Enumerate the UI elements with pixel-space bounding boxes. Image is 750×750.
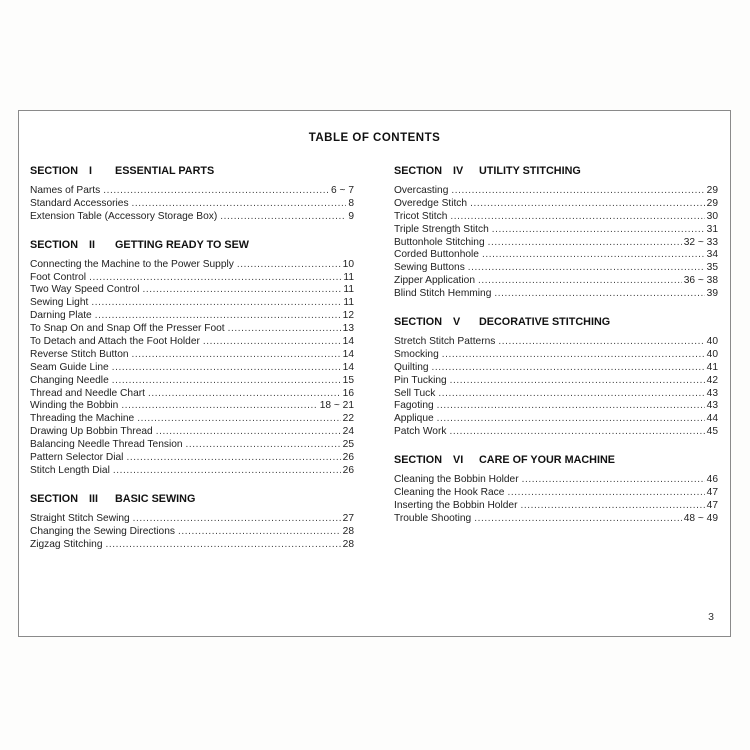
toc-entry-label: Applique <box>394 413 434 425</box>
toc-entry-label: Extension Table (Accessory Storage Box) <box>30 210 218 222</box>
dot-leader <box>186 439 341 450</box>
toc-entry-label: Buttonhole Stitching <box>394 236 485 248</box>
toc-entry <box>30 323 354 336</box>
section-numeral: II <box>89 238 95 251</box>
dot-leader <box>113 465 341 476</box>
toc-entry-label: Pattern Selector Dial <box>30 452 124 464</box>
toc-entry-page: 45 <box>706 426 718 438</box>
toc-entry <box>30 375 354 388</box>
toc-entry-page: 22 <box>342 413 354 425</box>
toc-entry <box>394 413 718 426</box>
toc-entry-label: Reverse Stitch Button <box>30 348 129 360</box>
section-prefix-label: SECTION <box>30 492 78 505</box>
toc-entry-label: Sell Tuck <box>394 387 436 399</box>
toc-entry-page: 40 <box>706 348 718 360</box>
toc-entry-page: 47 <box>706 499 718 511</box>
toc-entry-label: Thread and Needle Chart <box>30 387 145 399</box>
toc-entry-label: Stretch Stitch Patterns <box>394 336 496 348</box>
section-numeral: I <box>89 165 92 177</box>
toc-entry-label: Names of Parts <box>30 185 101 196</box>
toc-entry-page: 31 <box>706 223 718 235</box>
section-numeral: IV <box>453 165 464 177</box>
toc-entry-page: 30 <box>706 210 718 222</box>
toc-entry <box>394 224 718 237</box>
toc-entry <box>394 375 718 388</box>
toc-entry <box>30 465 354 478</box>
toc-section <box>30 239 354 478</box>
toc-column <box>30 165 354 566</box>
dot-leader <box>474 513 682 524</box>
toc-entry-page: 36 ~ 38 <box>683 275 718 287</box>
toc-entry-page: 27 <box>342 512 354 524</box>
dot-leader <box>142 284 341 295</box>
toc-entry <box>394 198 718 211</box>
toc-entry-label: Sewing Light <box>30 297 89 309</box>
dot-leader <box>203 336 341 347</box>
toc-entry-label: Overcasting <box>394 185 449 196</box>
toc-entry <box>394 185 718 198</box>
section-title: ESSENTIAL PARTS <box>115 165 215 177</box>
toc-entry-label: Standard Accessories <box>30 197 129 209</box>
toc-entry <box>394 426 718 439</box>
dot-leader <box>438 388 704 399</box>
toc-entry-page: 35 <box>706 262 718 274</box>
toc-entry <box>394 249 718 262</box>
section-heading <box>394 316 718 328</box>
toc-entry-label: Changing the Sewing Directions <box>30 525 175 537</box>
toc-entry-page: 24 <box>342 426 354 438</box>
dot-leader <box>133 513 341 524</box>
dot-leader <box>451 185 704 196</box>
toc-entry <box>30 185 354 198</box>
toc-entry <box>394 288 718 301</box>
section-heading <box>30 239 354 251</box>
toc-entry-page: 48 ~ 49 <box>683 512 718 524</box>
dot-leader <box>478 275 682 286</box>
toc-entry <box>30 336 354 349</box>
dot-leader <box>449 426 704 437</box>
toc-entry <box>30 349 354 362</box>
toc-entry-label: Pin Tucking <box>394 374 447 386</box>
dot-leader <box>468 262 705 273</box>
dot-leader <box>220 211 346 222</box>
toc-entry-label: Inserting the Bobbin Holder <box>394 499 518 511</box>
toc-entry <box>30 439 354 452</box>
toc-entry <box>394 513 718 526</box>
toc-entry-page: 11 <box>343 284 354 296</box>
toc-entry-page: 14 <box>342 348 354 360</box>
dot-leader <box>522 474 705 485</box>
section-title: BASIC SEWING <box>115 492 196 505</box>
section-heading <box>394 454 718 466</box>
dot-leader <box>520 500 704 511</box>
dot-leader <box>437 413 705 424</box>
toc-entry-label: Balancing Needle Thread Tension <box>30 439 183 451</box>
dot-leader <box>132 349 341 360</box>
toc-entry <box>30 362 354 375</box>
toc-entry-label: Cleaning the Hook Race <box>394 487 505 499</box>
toc-entry-label: To Detach and Attach the Foot Holder <box>30 336 200 348</box>
toc-entry-page: 40 <box>706 336 718 348</box>
toc-entry <box>30 400 354 413</box>
dot-leader <box>156 426 341 437</box>
toc-entry-page: 18 ~ 21 <box>319 400 354 412</box>
toc-entry-page: 6 ~ 7 <box>331 185 354 196</box>
toc-entry-page: 32 ~ 33 <box>683 236 718 248</box>
toc-entry-page: 43 <box>706 387 718 399</box>
toc-entry-label: To Snap On and Snap Off the Presser Foot <box>30 323 225 335</box>
toc-entry-label: Blind Stitch Hemming <box>394 288 492 300</box>
toc-entry-label: Connecting the Machine to the Power Supply <box>30 258 234 270</box>
toc-entry <box>394 487 718 500</box>
toc-entry <box>30 388 354 401</box>
section-heading <box>30 165 354 177</box>
dot-leader <box>470 198 705 209</box>
section-numeral: V <box>453 316 461 329</box>
toc-entry <box>394 362 718 375</box>
toc-entry-page: 26 <box>342 464 354 476</box>
toc-entry-label: Seam Guide Line <box>30 361 109 373</box>
toc-entry-page: 42 <box>706 374 718 386</box>
toc-entry-label: Sewing Buttons <box>394 262 465 274</box>
toc-section <box>30 493 354 552</box>
dot-leader <box>178 526 341 537</box>
toc-entry-label: Tricot Stitch <box>394 210 448 222</box>
toc-entry-page: 39 <box>706 288 718 300</box>
toc-entry-page: 13 <box>342 323 354 335</box>
toc-entry-page: 34 <box>706 249 718 261</box>
toc-entry-page: 15 <box>342 374 354 386</box>
dot-leader <box>437 400 705 411</box>
section-numeral: VI <box>453 454 464 467</box>
toc-entry <box>30 211 354 224</box>
toc-entry-page: 47 <box>706 487 718 499</box>
dot-leader <box>112 362 341 373</box>
toc-entry <box>30 513 354 526</box>
dot-leader <box>492 224 705 235</box>
section-prefix-label: SECTION <box>30 238 78 251</box>
toc-entry-page: 9 <box>348 210 354 222</box>
page-sheet <box>18 110 731 637</box>
toc-entry-page: 44 <box>706 413 718 425</box>
toc-entry-page: 29 <box>706 185 718 196</box>
dot-leader <box>450 211 704 222</box>
toc-entry-label: Quilting <box>394 361 429 373</box>
toc-entry <box>30 413 354 426</box>
toc-section <box>394 454 718 526</box>
dot-leader <box>482 249 705 260</box>
section-prefix-label: SECTION <box>394 454 442 467</box>
toc-section <box>394 316 718 439</box>
toc-entry <box>394 336 718 349</box>
toc-section <box>394 165 718 301</box>
toc-entry-page: 16 <box>342 387 354 399</box>
toc-entry <box>394 400 718 413</box>
toc-entry-label: Darning Plate <box>30 310 92 322</box>
toc-entry-page: 8 <box>348 197 354 209</box>
dot-leader <box>488 237 682 248</box>
toc-entry-page: 14 <box>342 336 354 348</box>
dot-leader <box>121 400 317 411</box>
toc-entry <box>30 310 354 323</box>
toc-entry-label: Overedge Stitch <box>394 197 468 209</box>
dot-leader <box>498 336 704 347</box>
toc-entry <box>30 284 354 297</box>
toc-entry <box>30 297 354 310</box>
toc-columns <box>19 165 730 566</box>
toc-entry-label: Foot Control <box>30 271 87 283</box>
toc-entry <box>394 500 718 513</box>
dot-leader <box>95 310 341 321</box>
toc-entry-label: Trouble Shooting <box>394 512 472 524</box>
dot-leader <box>507 487 704 498</box>
toc-entry-label: Stitch Length Dial <box>30 464 110 476</box>
toc-entry <box>394 349 718 362</box>
dot-leader <box>148 388 341 399</box>
toc-entry-page: 25 <box>342 439 354 451</box>
toc-entry-label: Fagoting <box>394 400 434 412</box>
dot-leader <box>442 349 705 360</box>
toc-entry-label: Drawing Up Bobbin Thread <box>30 426 153 438</box>
dot-leader <box>494 288 704 299</box>
toc-entry-page: 10 <box>342 258 354 270</box>
toc-entry-page: 11 <box>343 271 354 283</box>
dot-leader <box>112 375 341 386</box>
toc-entry-page: 29 <box>706 197 718 209</box>
toc-entry <box>394 262 718 275</box>
section-prefix-label: SECTION <box>394 165 442 177</box>
toc-entry-label: Smocking <box>394 348 439 360</box>
toc-entry-page: 11 <box>343 297 354 309</box>
toc-entry-page: 28 <box>342 538 354 550</box>
toc-title: TABLE OF CONTENTS <box>308 132 441 144</box>
section-title: CARE OF YOUR MACHINE <box>479 454 615 467</box>
page-number: 3 <box>708 611 714 623</box>
toc-entry-label: Patch Work <box>394 426 447 438</box>
toc-entry-page: 28 <box>342 525 354 537</box>
toc-entry <box>30 452 354 465</box>
toc-entry-label: Triple Strength Stitch <box>394 223 489 235</box>
dot-leader <box>89 272 341 283</box>
toc-entry <box>30 526 354 539</box>
dot-leader <box>126 452 340 463</box>
toc-entry-label: Zigzag Stitching <box>30 538 103 550</box>
toc-entry-label: Changing Needle <box>30 374 109 386</box>
toc-entry-label: Zipper Application <box>394 275 475 287</box>
toc-entry <box>30 426 354 439</box>
toc-entry <box>30 198 354 211</box>
dot-leader <box>450 375 705 386</box>
section-title: GETTING READY TO SEW <box>115 238 249 251</box>
toc-entry-page: 26 <box>342 452 354 464</box>
toc-entry-label: Two Way Speed Control <box>30 284 140 296</box>
dot-leader <box>137 413 340 424</box>
toc-entry-label: Cleaning the Bobbin Holder <box>394 474 519 486</box>
toc-entry-page: 12 <box>342 310 354 322</box>
toc-entry-page: 43 <box>706 400 718 412</box>
dot-leader <box>432 362 705 373</box>
dot-leader <box>91 297 341 308</box>
section-title: UTILITY STITCHING <box>479 165 581 177</box>
toc-entry <box>394 237 718 250</box>
section-title: DECORATIVE STITCHING <box>479 316 611 329</box>
toc-column <box>394 165 718 566</box>
toc-entry-page: 41 <box>706 361 718 373</box>
toc-section <box>30 165 354 224</box>
section-prefix-label: SECTION <box>394 316 442 329</box>
dot-leader <box>103 185 329 196</box>
toc-entry-label: Threading the Machine <box>30 413 135 425</box>
toc-entry <box>30 259 354 272</box>
toc-entry-page: 14 <box>342 361 354 373</box>
dot-leader <box>105 539 340 550</box>
toc-entry <box>30 539 354 552</box>
section-heading <box>394 165 718 177</box>
toc-entry-label: Winding the Bobbin <box>30 400 119 412</box>
toc-entry <box>30 272 354 285</box>
dot-leader <box>132 198 347 209</box>
dot-leader <box>228 323 341 334</box>
toc-entry-page: 46 <box>706 474 718 486</box>
section-prefix-label: SECTION <box>30 165 78 177</box>
toc-entry-label: Corded Buttonhole <box>394 249 479 261</box>
dot-leader <box>237 259 341 270</box>
toc-entry <box>394 388 718 401</box>
toc-entry-label: Straight Stitch Sewing <box>30 512 130 524</box>
toc-entry <box>394 474 718 487</box>
section-heading <box>30 493 354 505</box>
section-numeral: III <box>89 492 98 505</box>
toc-entry <box>394 211 718 224</box>
toc-entry <box>394 275 718 288</box>
